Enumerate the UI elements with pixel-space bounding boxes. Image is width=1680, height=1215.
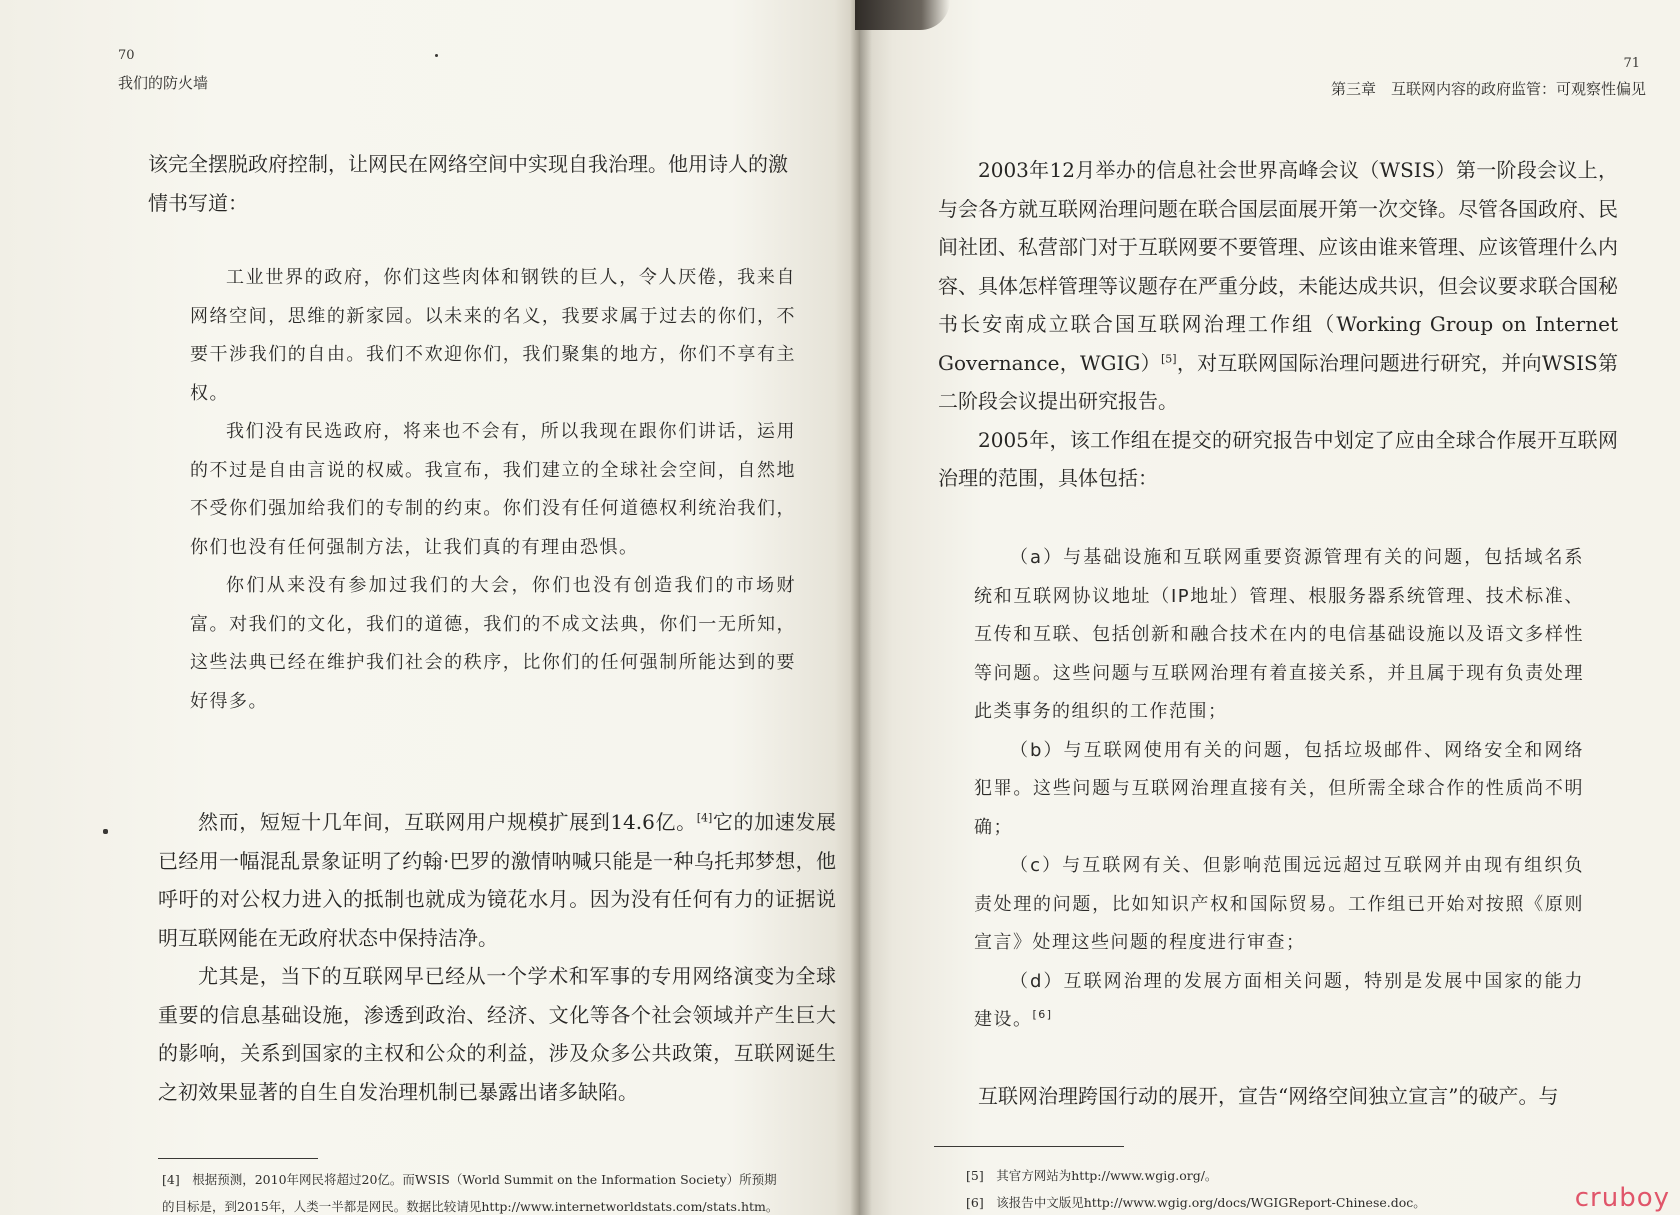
footnote-6: [6] 该报告中文版见http://www.wgig.org/docs/WGIGReport-Chinese.doc。 bbox=[966, 1195, 1426, 1210]
wgig-scope-list bbox=[974, 539, 1584, 1040]
left-footnotes bbox=[162, 1166, 778, 1215]
paragraph-after-quote bbox=[158, 803, 836, 957]
scope-item-d bbox=[974, 963, 1584, 1040]
book-spine-shadow bbox=[850, 0, 872, 1215]
right-page bbox=[860, 0, 1680, 1215]
quote-paragraph-3: 你们从来没有参加过我们的大会，你们也没有创造我们的市场财富。对我们的文化，我们的道德，我们的不成文法典，你们一无所知，这些法典已经在维护我们社会的秩序，比你们的任何强制所能达到的要好得多。 bbox=[190, 575, 796, 712]
scope-item-c: （c）与互联网有关、但影响范围远远超过互联网并由现有组织负责处理的问题，比如知识产权和国际贸易。工作组已开始对按照《原则宣言》处理这些问题的程度进行审查； bbox=[974, 855, 1584, 953]
left-opening-text bbox=[148, 145, 834, 222]
speck bbox=[103, 829, 108, 834]
footnote-4-line-1: [4] 根据预测，2010年网民将超过20亿。而WSIS（World Summit on the Information Society）所预期 bbox=[162, 1172, 777, 1187]
paragraph-after-quote-part2: 它的加速发展已经用一幅混乱景象证明了约翰·巴罗的激情呐喊只能是一种乌托邦梦想，他呼吁的对公权力进入的抵制也就成为镜花水月。因为没有任何有力的证据说明互联网能在无政府状态中保持洁净。 bbox=[158, 810, 837, 950]
scope-item-b: （b）与互联网使用有关的问题，包括垃圾邮件、网络安全和网络犯罪。这些问题与互联网治理直接有关，但所需全球合作的性质尚不明确； bbox=[974, 739, 1584, 838]
paragraph-last: 尤其是，当下的互联网早已经从一个学术和军事的专用网络演变为全球重要的信息基础设施，渗透到政治、经济、文化等各个社会领域并产生巨大的影响，关系到国家的主权和公众的利益，涉及众多公共政策，互联网诞生之初效果显著的自生自发治理机制已暴露出诸多缺陷。 bbox=[158, 964, 836, 1104]
right-paragraph-1 bbox=[938, 151, 1618, 421]
manifesto-quote bbox=[190, 259, 796, 721]
footnote-ref-6[interactable]: [6] bbox=[1032, 1008, 1053, 1021]
speck bbox=[435, 54, 438, 57]
left-running-head: 我们的防火墙 bbox=[118, 74, 209, 92]
footnote-4-line-2: 的目标是，到2015年，人类一半都是网民。数据比较请见http://www.internetworldstats.com/stats.htm。 bbox=[162, 1199, 779, 1214]
right-page-number: 71 bbox=[1623, 56, 1640, 71]
footnote-ref-4[interactable]: [4] bbox=[696, 811, 713, 825]
right-closing-text bbox=[938, 1077, 1618, 1116]
right-paragraph-1-part2: ，对互联网国际治理问题进行研究，并向WSIS第二阶段会议提出研究报告。 bbox=[938, 350, 1618, 413]
footnote-5: [5] 其官方网站为http://www.wgig.org/。 bbox=[966, 1168, 1218, 1183]
quote-paragraph-2: 我们没有民选政府，将来也不会有，所以我现在跟你们讲话，运用的不过是自由言说的权威。我宣布，我们建立的全球社会空间，自然地不受你们强加给我们的专制的约束。你们没有任何道德权利统治我们，你们也没有任何强制方法，让我们真的有理由恐惧。 bbox=[190, 421, 796, 558]
spine-corner-shadow bbox=[855, 0, 950, 30]
watermark: cruboy bbox=[1574, 1183, 1670, 1213]
right-paragraph-1-part1: 2003年12月举办的信息社会世界高峰会议（WSIS）第一阶段会议上，与会各方就互联网治理问题在联合国层面展开第一次交锋。尽管各国政府、民间社团、私营部门对于互联网要不要管理、应该由谁来管理、应该管理什么内容、具体怎样管理等议题存在严重分歧，未能达成共识，但会议要求联合国秘书长安南成立联合国互联网治理工作组（Working Group on Internet Governance，WGIG） bbox=[938, 158, 1618, 375]
left-body-text bbox=[158, 803, 836, 1111]
quote-paragraph-1: 工业世界的政府，你们这些肉体和钢铁的巨人，令人厌倦，我来自网络空间，思维的新家园。以未来的名义，我要求属于过去的你们，不要干涉我们的自由。我们不欢迎你们，我们聚集的地方，你们不享有主权。 bbox=[190, 267, 796, 404]
left-page-number: 70 bbox=[118, 48, 135, 63]
right-footnotes bbox=[966, 1162, 1426, 1215]
right-paragraph-2: 2005年，该工作组在提交的研究报告中划定了应由全球合作展开互联网治理的范围，具体包括： bbox=[938, 427, 1618, 490]
right-body-text bbox=[938, 151, 1618, 498]
footnote-ref-5[interactable]: [5] bbox=[1160, 351, 1177, 365]
right-running-head: 第三章 互联网内容的政府监管：可观察性偏见 bbox=[1330, 80, 1646, 98]
opening-line-2: 情书写道： bbox=[148, 190, 248, 215]
footnote-rule-right bbox=[934, 1146, 1124, 1147]
closing-line: 互联网治理跨国行动的展开，宣告“网络空间独立宣言”的破产。与 bbox=[978, 1084, 1559, 1108]
opening-line-1: 该完全摆脱政府控制，让网民在网络空间中实现自我治理。他用诗人的激 bbox=[148, 152, 788, 176]
scope-item-a: （a）与基础设施和互联网重要资源管理有关的问题，包括域名系统和互联网协议地址（IP地址）管理、根服务器系统管理、技术标准、互传和互联、包括创新和融合技术在内的电信基础设施以及语文多样性等问题。这些问题与互联网治理有着直接关系，并且属于现有负责处理此类事务的组织的工作范围； bbox=[974, 547, 1584, 722]
paragraph-after-quote-part1: 然而，短短十几年间，互联网用户规模扩展到14.6亿。 bbox=[198, 810, 697, 834]
footnote-rule-left bbox=[158, 1158, 318, 1159]
scope-item-d-text: （d）互联网治理的发展方面相关问题，特别是发展中国家的能力建设。 bbox=[974, 970, 1584, 1030]
